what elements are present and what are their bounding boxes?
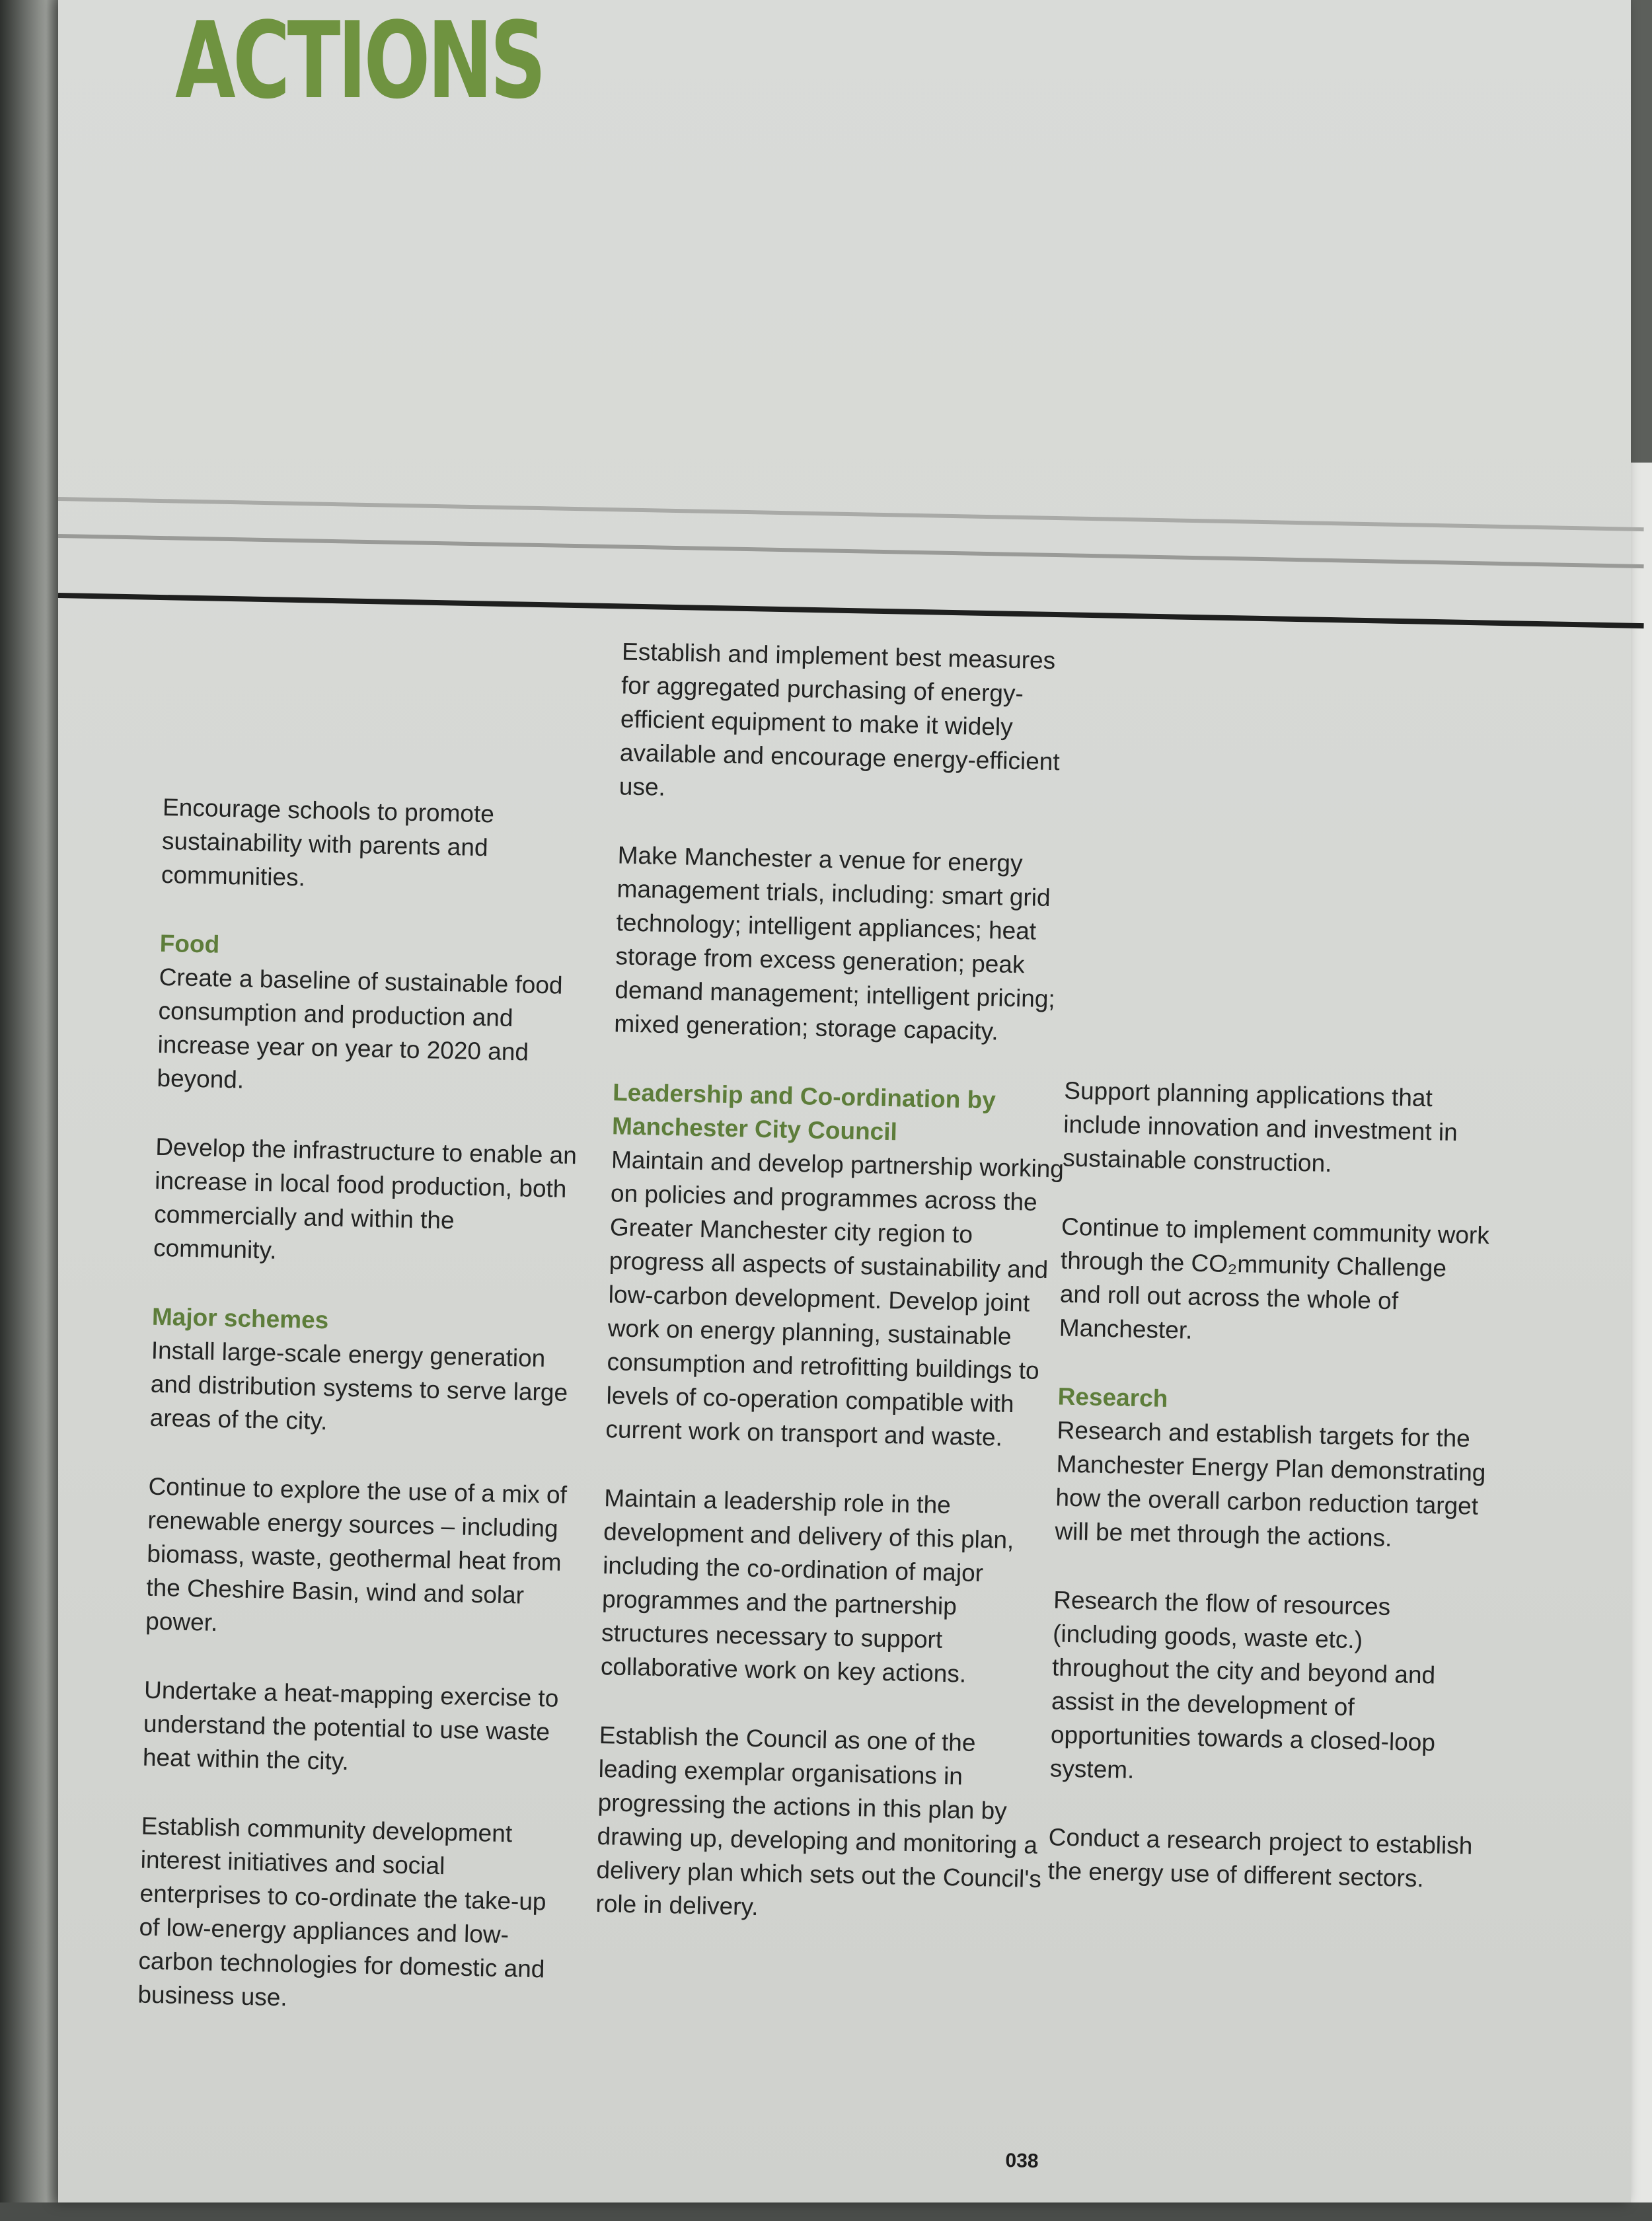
section-heading-food: Food <box>159 929 220 958</box>
left-column <box>137 790 593 2055</box>
paragraph: Maintain and develop partnership working on policies and programmes across the Greater Manchester city region to progress all aspects of sustainability and low-carbon development. Develop joint work on energy planning, sustainable consumption and retrofitting buildings to levels of co-operation compatible with current work on transport and waste. <box>605 1146 1065 1451</box>
paragraph: Continue to implement community work through the CO₂mmunity Challenge and roll out across the whole of Manchester. <box>1059 1213 1490 1344</box>
paragraph: Research the flow of resources (including goods, waste etc.) throughout the city and beyond and assist in the development of opportunities towards a closed-loop system. <box>1049 1586 1436 1784</box>
paragraph: Continue to explore the use of a mix of renewable energy sources – including biomass, waste, geothermal heat from the Cheshire Basin, wind and solar power. <box>145 1472 568 1636</box>
paragraph: Research and establish targets for the Manchester Energy Plan demonstrating how the overall carbon reduction target will be met through the actions. <box>1055 1416 1486 1552</box>
paragraph: Create a baseline of sustainable food consumption and production and increase year on year to 2020 and beyond. <box>157 963 563 1094</box>
right-column <box>1047 1074 1494 1932</box>
paragraph: Support planning applications that include innovation and investment in sustainable construction. <box>1062 1076 1458 1178</box>
middle-column <box>595 634 1078 1965</box>
paragraph: Undertake a heat-mapping exercise to understand the potential to use waste heat within the city. <box>142 1676 559 1776</box>
paragraph: Establish and implement best measures for aggregated purchasing of energy-efficient equipment to make it widely available and encourage energy-efficient use. <box>619 638 1061 801</box>
section-heading-research: Research <box>1057 1382 1168 1412</box>
paragraph: Develop the infrastructure to enable an increase in local food production, both commercially and within the community. <box>153 1133 578 1264</box>
paragraph: Maintain a leadership role in the development and delivery of this plan, including the co-ordination of major programmes and the partnership structures necessary to support collaborative work on key actions. <box>600 1484 1014 1688</box>
paragraph: Make Manchester a venue for energy management trials, including: smart grid technology; intelligent appliances; heat storage from excess generation; peak demand management; intelligent pricing; mixed generation; storage capacity. <box>613 841 1056 1045</box>
section-heading-major-schemes: Major schemes <box>151 1302 329 1334</box>
paragraph: Establish community development interest initiatives and social enterprises to co-ordinate the take-up of low-energy appliances and low-carbon technologies for domestic and business use. <box>137 1812 546 2012</box>
paragraph: Encourage schools to promote sustainability with parents and communities. <box>161 793 495 891</box>
paragraph: Establish the Council as one of the leading exemplar organisations in progressing the actions in this plan by drawing up, developing and monitoring a delivery plan which sets out the Council's role in delivery. <box>595 1721 1042 1921</box>
paragraph: Conduct a research project to establish the energy use of different sectors. <box>1047 1823 1473 1893</box>
page-title: ACTIONS <box>175 0 544 122</box>
section-heading-leadership: Leadership and Co-ordination by Manchester City Council <box>611 1078 996 1146</box>
page-number: 038 <box>1005 2150 1039 2173</box>
paragraph: Install large-scale energy generation and distribution systems to serve large areas of the city. <box>149 1336 568 1435</box>
